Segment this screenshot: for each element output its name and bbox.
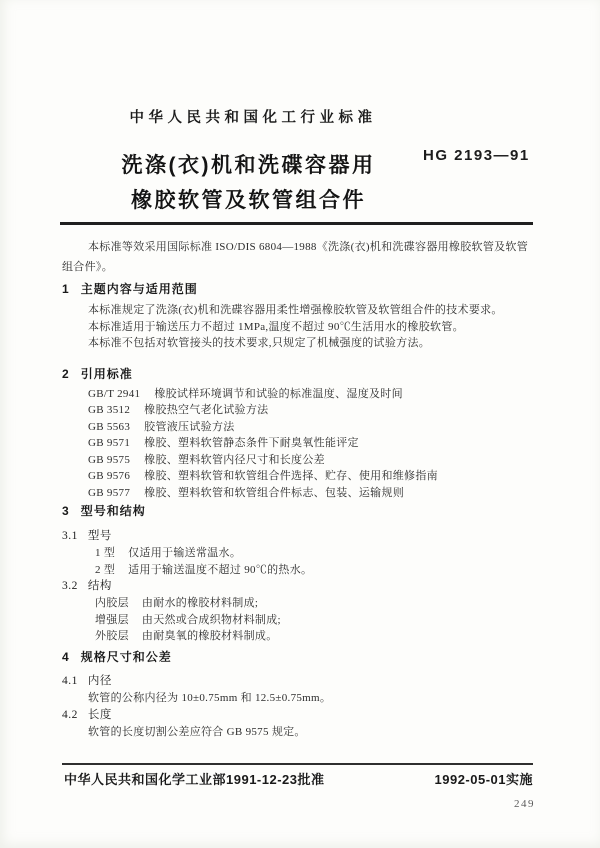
- section-number: 2: [62, 366, 70, 381]
- definition-term: 内胶层: [95, 597, 129, 609]
- document-title-line-1: 洗涤(衣)机和洗碟容器用: [121, 154, 376, 177]
- approval-text: 中华人民共和国化学工业部1991-12-23批准: [64, 772, 325, 787]
- header-divider-rule: [60, 222, 533, 225]
- page-number: 249: [514, 798, 535, 810]
- document-body: [62, 238, 538, 741]
- section-2: [62, 366, 538, 502]
- reference-title: 橡胶、塑料软管和软管组合件选择、贮存、使用和维修指南: [144, 470, 438, 482]
- definition-item: [62, 545, 538, 562]
- subsection-number: 4.1: [62, 674, 78, 687]
- standard-doc-number: HG 2193—91: [423, 147, 530, 164]
- definition-desc: 由耐臭氧的橡胶材料制成。: [141, 630, 278, 642]
- definition-item: [62, 595, 538, 612]
- definition-term: 1 型: [95, 547, 116, 559]
- subsection-4-2-heading: [62, 707, 538, 724]
- reference-item: [62, 419, 538, 436]
- subsection-3-2-heading: [62, 578, 538, 595]
- reference-item: [62, 468, 538, 485]
- definition-item: [62, 562, 538, 579]
- reference-title: 胶管液压试验方法: [144, 420, 235, 433]
- reference-item: [62, 452, 538, 469]
- paragraph: 本标准不包括对软管接头的技术要求,只规定了机械强度的试验方法。: [88, 337, 431, 349]
- reference-item: [62, 485, 538, 502]
- paragraph: 软管的公称内径为 10±0.75mm 和 12.5±0.75mm。: [88, 691, 332, 704]
- section-1: [62, 281, 538, 352]
- paragraph: 本标准适用于输送压力不超过 1MPa,温度不超过 90℃生活用水的橡胶软管。: [88, 320, 464, 333]
- section-3-heading: [62, 503, 538, 520]
- document-title-line-2: 橡胶软管及软管组合件: [131, 189, 366, 212]
- reference-title: 橡胶热空气老化试验方法: [144, 404, 269, 416]
- intro-paragraph: 本标准等效采用国际标准 ISO/DIS 6804—1988《洗涤(衣)机和洗碟容器用橡胶软管及软管组合件》。: [62, 241, 529, 273]
- footer-divider-rule: [62, 763, 533, 765]
- section-title: 主题内容与适用范围: [80, 282, 198, 296]
- section-1-heading: [62, 281, 538, 298]
- section-4: [62, 649, 538, 741]
- reference-code: GB 9576: [88, 470, 131, 482]
- subsection-number: 4.2: [62, 708, 78, 721]
- section-3: [62, 503, 538, 645]
- reference-code: GB 9577: [88, 486, 131, 499]
- document-title: [0, 148, 497, 218]
- definition-term: 2 型: [95, 563, 116, 576]
- implementation-text: 1992-05-01实施: [434, 772, 533, 787]
- reference-title: 橡胶、塑料软管和软管组合件标志、包装、运输规则: [144, 486, 405, 499]
- section-number: 1: [62, 282, 70, 296]
- reference-title: 橡胶试样环境调节和试验的标准温度、湿度及时间: [154, 387, 403, 400]
- reference-item: [62, 402, 538, 419]
- definition-item: [62, 628, 538, 645]
- references-list: [62, 386, 538, 502]
- definition-desc: 由天然或合成织物材料制成;: [141, 613, 281, 626]
- paragraph: 软管的长度切割公差应符合 GB 9575 规定。: [88, 725, 306, 738]
- section-2-heading: [62, 366, 538, 383]
- subsection-number: 3.1: [62, 530, 78, 542]
- definition-desc: 仅适用于输送常温水。: [128, 547, 242, 559]
- section-title: 型号和结构: [80, 504, 146, 518]
- section-number: 3: [62, 504, 70, 518]
- definition-desc: 由耐水的橡胶材料制成;: [141, 597, 259, 609]
- section-title: 引用标准: [80, 366, 133, 381]
- subsection-title: 长度: [87, 708, 112, 721]
- definition-desc: 适用于输送温度不超过 90℃的热水。: [128, 563, 313, 576]
- reference-code: GB 3512: [88, 404, 131, 416]
- subsection-title: 内径: [87, 674, 112, 687]
- reference-code: GB 5563: [88, 420, 131, 433]
- subsection-number: 3.2: [62, 580, 78, 592]
- subsection-title: 结构: [87, 580, 112, 592]
- section-4-heading: [62, 649, 538, 666]
- reference-title: 橡胶、塑料软管静态条件下耐臭氧性能评定: [144, 437, 359, 449]
- reference-code: GB/T 2941: [88, 387, 141, 400]
- standard-category-label: 中华人民共和国化工行业标准: [129, 110, 377, 126]
- section-number: 4: [62, 649, 70, 664]
- reference-item: [62, 435, 538, 452]
- subsection-3-1-heading: [62, 528, 538, 545]
- paragraph: 本标准规定了洗涤(衣)机和洗碟容器用柔性增强橡胶软管及软管组合件的技术要求。: [88, 304, 503, 316]
- reference-item: [62, 386, 538, 403]
- subsection-4-1-heading: [62, 673, 538, 690]
- reference-title: 橡胶、塑料软管内径尺寸和长度公差: [144, 453, 325, 466]
- subsection-title: 型号: [87, 530, 112, 542]
- section-title: 规格尺寸和公差: [80, 649, 172, 664]
- definition-term: 外胶层: [95, 630, 129, 642]
- definition-item: [62, 612, 538, 629]
- reference-code: GB 9571: [88, 437, 131, 449]
- definition-term: 增强层: [95, 613, 129, 626]
- reference-code: GB 9575: [88, 453, 131, 466]
